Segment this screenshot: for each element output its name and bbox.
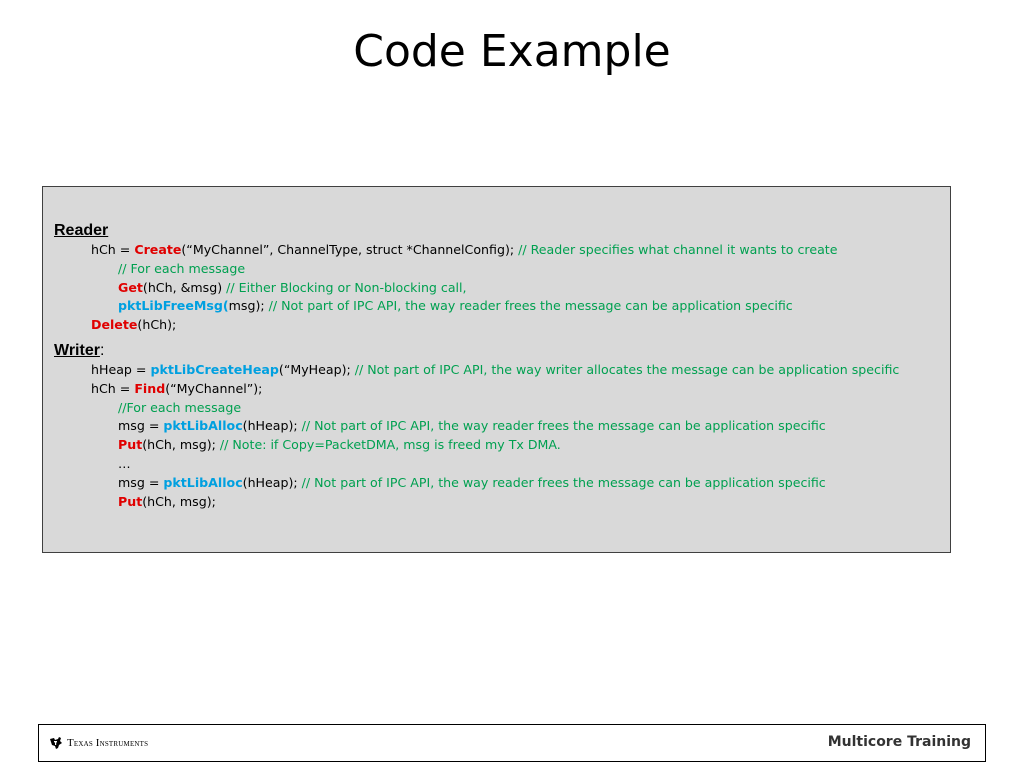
function-name: pktLibCreateHeap [150, 361, 279, 377]
writer-line-createheap [54, 361, 950, 380]
code-text: (hHeap); [242, 418, 302, 434]
code-text: (“MyHeap); [278, 361, 355, 377]
code-text: msg = [118, 418, 164, 434]
code-text: … [118, 455, 131, 471]
code-text: (hCh); [137, 317, 177, 333]
function-name: Get [118, 279, 143, 295]
reader-line-get [54, 279, 950, 298]
writer-line-put-2 [54, 493, 950, 512]
function-name: Put [118, 437, 143, 453]
ti-logo [49, 735, 148, 751]
writer-line-find [54, 380, 950, 399]
function-name: pktLibAlloc [163, 474, 243, 490]
code-comment: // Not part of IPC API, the way reader frees the message can be application specific [268, 298, 793, 314]
reader-line-foreach [54, 260, 950, 279]
code-text: hCh = [91, 242, 135, 257]
reader-line-delete [54, 316, 950, 335]
ti-logo-text: Texas Instruments [67, 737, 149, 749]
function-name: Put [118, 493, 143, 509]
ti-state-icon [49, 736, 63, 750]
code-text: (hHeap); [242, 474, 302, 490]
code-box [42, 186, 951, 553]
writer-line-ellipsis [54, 455, 950, 474]
code-text: (hCh, msg); [142, 493, 216, 509]
code-text: msg = [118, 474, 164, 490]
reader-line-free [54, 297, 950, 316]
code-comment: // Not part of IPC API, the way writer allocates the message can be application specific [354, 361, 900, 377]
code-comment: // Note: if Copy=PacketDMA, msg is freed my Tx DMA. [219, 437, 561, 453]
function-name: Create [134, 242, 182, 257]
code-comment: // For each message [118, 260, 246, 276]
writer-heading-colon: : [99, 341, 105, 359]
code-text: (“MyChannel”); [165, 380, 263, 396]
function-name: pktLibFreeMsg( [118, 298, 229, 314]
slide-title: Code Example [353, 26, 671, 77]
writer-line-foreach [54, 399, 950, 418]
writer-heading-text: Writer [54, 341, 100, 359]
reader-heading-text: Reader [54, 222, 109, 239]
code-comment: // Not part of IPC API, the way reader frees the message can be application specific [301, 474, 826, 490]
writer-line-put-1 [54, 436, 950, 455]
writer-line-alloc-1 [54, 417, 950, 436]
function-name: pktLibAlloc [163, 418, 243, 434]
reader-line-create [54, 241, 950, 260]
code-text: hHeap = [91, 361, 151, 377]
function-name: Delete [91, 317, 138, 333]
writer-line-alloc-2 [54, 474, 950, 493]
code-comment: // Either Blocking or Non-blocking call, [226, 279, 467, 295]
code-text: msg); [228, 298, 269, 314]
code-comment: //For each message [118, 399, 242, 415]
code-text: (“MyChannel”, ChannelType, struct *ChannelConfig); [181, 242, 519, 257]
footer-bar [38, 724, 986, 762]
code-text: hCh = [91, 380, 135, 396]
reader-heading [54, 221, 950, 241]
function-name: Find [134, 380, 166, 396]
code-comment: // Not part of IPC API, the way reader frees the message can be application specific [301, 418, 826, 434]
course-label: Multicore Training [827, 734, 971, 750]
code-comment: // Reader specifies what channel it wants to create [518, 242, 838, 257]
code-text: (hCh, msg); [142, 437, 220, 453]
writer-heading [54, 341, 950, 361]
code-text: (hCh, &msg) [142, 279, 227, 295]
